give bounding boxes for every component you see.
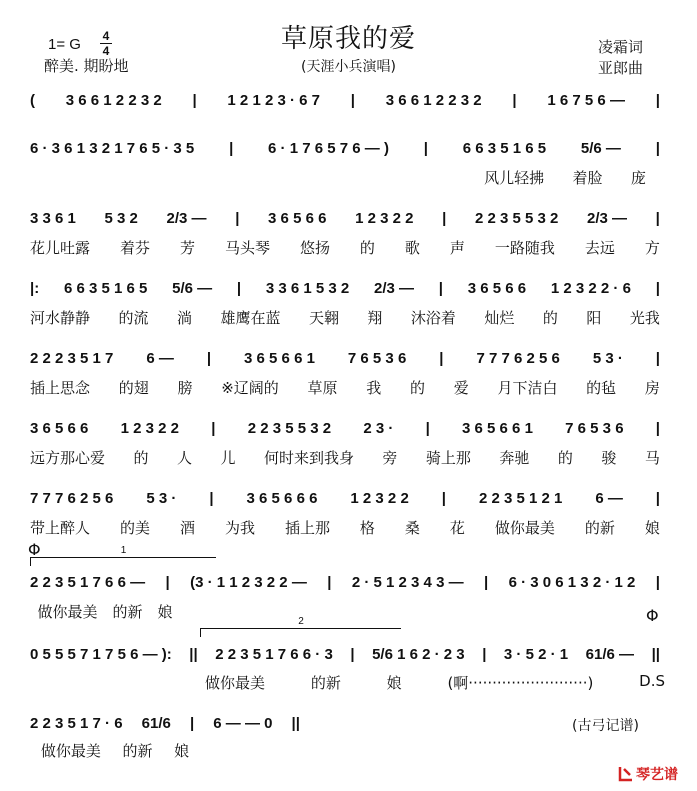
notation-line-7 [30,490,660,507]
note-segment: 6 6 3 5 1 6 5 [462,140,547,157]
lyric-line-8 [30,601,180,622]
barline: | [655,280,660,297]
note-segment: 3 · 5 2 · 1 [503,646,569,663]
lyric-word: 的流 [118,309,149,327]
volta-2-bracket [200,616,401,637]
note-segment: 7 6 5 3 6 [565,420,624,437]
barline: | [229,140,234,157]
lyric-word: 风儿轻拂 [484,169,545,187]
note-segment: 7 7 7 6 2 5 6 [476,350,560,367]
lyric-word: 桑 [404,519,420,537]
lyric-line-10 [30,740,200,761]
lyric-word: 骑上那 [425,449,471,467]
barline: | [655,210,660,227]
composer-credit: 亚郎曲 [598,59,644,77]
lyric-word: 雄鹰在蓝 [220,309,281,327]
barline: | [211,420,216,437]
barline: | [482,646,487,663]
note-segment: 3 6 6 1 2 2 3 2 [65,92,162,109]
final-barline: || [291,715,300,732]
note-segment: 5 3 2 [104,210,138,227]
note-segment: 2 2 3 5 5 3 2 [247,420,332,437]
note-segment: 3 6 5 6 6 1 [244,350,315,367]
volta-1-bracket [30,545,216,566]
barline: | [655,574,660,591]
barline: | [423,140,428,157]
barline: | [165,574,170,591]
note-segment: 1 6 7 5 6 — [547,92,625,109]
note-segment: 2 2 3 5 1 7 6 6 — [30,574,146,591]
lyric-word: 做你最美 [37,603,98,621]
lyric-word: 膀 [177,379,193,397]
note-segment: 3 6 6 1 2 2 3 2 [385,92,482,109]
key-signature: 1= G [48,36,81,53]
transcriber-credit: (古弓记谱) [572,718,639,734]
volta-number: 1 [120,545,127,556]
note-segment: 61/6 — [585,646,635,663]
note-segment: 5 3 · [592,350,623,367]
barline: | [442,210,447,227]
lyric-word: 的 [557,449,573,467]
barline: | [655,490,660,507]
lyric-word: 的翅 [118,379,149,397]
note-segment: 6 · 3 6 1 3 2 1 7 6 5 · 3 5 [30,140,195,157]
note-segment: 6 · 1 7 6 5 7 6 — ) [268,140,389,157]
barline: | [350,92,355,109]
double-barline: || [189,646,198,663]
lyric-word: 何时来到我身 [263,449,354,467]
lyric-word: 做你最美 [494,519,555,537]
lyric-word: 沐浴着 [410,309,456,327]
note-segment: 2 2 2 3 5 1 7 [30,350,114,367]
notation-line-6 [30,420,660,437]
barline: | [441,490,446,507]
note-segment: 7 6 5 3 6 [347,350,407,367]
lyric-word: 带上醉人 [30,519,91,537]
lyric-word: 做你最美 [205,674,266,692]
note-segment: 0 5 5 5 7 1 7 5 6 — ): [30,646,172,663]
coda-sign-right: Φ [646,606,659,625]
notation-line-1 [30,92,660,109]
barline: | [209,490,214,507]
lyric-word: 着芬 [119,239,150,257]
repeat-start: |: [30,280,40,297]
note-segment: 5/6 1 6 2 · 2 3 [372,646,465,663]
lyric-word: 房 [644,379,660,397]
barline: | [206,350,212,367]
note-segment: 6 — [146,350,174,367]
lyric-line-6 [30,447,660,468]
note-segment: 5 3 · [146,490,177,507]
note-segment: 2 2 3 5 5 3 2 [474,210,559,227]
lyric-word: 的毡 [586,379,617,397]
lyric-word: 娘 [386,674,402,692]
note-segment: 6 — — 0 [213,715,273,732]
lyric-word: 庞 [630,169,646,187]
logo-icon [618,765,634,782]
meter-bottom: 4 [102,44,110,58]
lyric-word: 河水静静 [30,309,91,327]
lyric-word: 芳 [179,239,195,257]
note-segment: 1 2 3 2 2 [355,210,414,227]
note-segment: 7 7 7 6 2 5 6 [30,490,114,507]
notation-line-4 [30,280,660,297]
lyricist-credit: 凌霜词 [598,38,644,56]
lyric-word: 歌 [404,239,420,257]
lyric-line-3 [30,237,660,258]
lyric-word: ※辽阔的 [221,379,279,397]
notation-line-10 [30,715,300,732]
lyric-word: 的美 [119,519,150,537]
lyric-word: 声 [449,239,465,257]
lyric-word: 的 [359,239,375,257]
barline: | [655,350,660,367]
lyric-word: 方 [644,239,660,257]
lyric-word: 阳 [586,309,602,327]
note-segment: 2/3 — [374,280,415,297]
lyric-line-4 [30,307,660,328]
lyric-word: 远方那心爱 [30,449,106,467]
lyric-word: 人 [176,449,192,467]
barline: | [655,140,660,157]
barline: | [192,92,197,109]
lyric-word: 我 [366,379,382,397]
lyric-word: 奔驰 [499,449,530,467]
lyric-word: 马 [644,449,660,467]
lyric-word: 的新 [310,674,341,692]
note-segment: 61/6 [141,715,171,732]
lyric-word: 酒 [179,519,195,537]
lyric-word: 的 [542,309,558,327]
lyric-word: 爱 [453,379,469,397]
lyric-word: (啊·························) [447,674,594,692]
barline: | [236,280,242,297]
barline: | [438,280,443,297]
lyric-line-2 [470,167,660,188]
lyric-word: 为我 [224,519,255,537]
lyric-word: 做你最美 [40,742,101,760]
note-segment: 2 3 · [363,420,394,437]
double-barline: || [651,646,660,663]
note-segment: 3 3 6 1 5 3 2 [265,280,350,297]
note-segment: 2 2 3 5 1 7 · 6 [30,715,123,732]
note-segment: 2 · 5 1 2 3 4 3 — [351,574,464,591]
lyric-word: 马头琴 [224,239,270,257]
song-title: 草原我的爱 [280,24,416,54]
barline: | [189,715,195,732]
note-segment: 1 2 1 2 3 · 6 7 [227,92,320,109]
lyric-word: 月下洁白 [497,379,558,397]
barline: | [425,420,430,437]
lyric-word: 旁 [382,449,398,467]
notation-line-9 [30,646,660,663]
note-segment: 3 6 5 6 6 [30,420,89,437]
lyric-word: 一路随我 [494,239,555,257]
lyric-line-9 [205,672,665,693]
note-segment: 5/6 — [172,280,213,297]
lyric-word: 的新 [122,742,153,760]
note-segment: 3 6 5 6 6 [467,280,527,297]
singer-credit: (天涯小兵演唱) [301,59,396,75]
notation-line-8 [30,574,660,591]
volta-number: 2 [298,616,304,627]
note-segment: ( [30,92,35,109]
note-segment: 2/3 — [587,210,628,227]
lyric-word: 着脸 [572,169,603,187]
lyric-word: 娘 [644,519,660,537]
lyric-word: 儿 [220,449,236,467]
note-segment: 1 2 3 2 2 [120,420,180,437]
lyric-word: 娘 [157,603,173,621]
barline: | [655,420,660,437]
note-segment: 1 2 3 2 2 [350,490,409,507]
meter-top: 4 [102,29,110,43]
lyric-word: 悠扬 [299,239,330,257]
lyric-word: 插上那 [284,519,330,537]
note-segment: 3 3 6 1 [30,210,76,227]
lyric-word: 翔 [367,309,383,327]
lyric-word: 淌 [176,309,192,327]
notation-line-2 [30,140,660,157]
notation-line-3 [30,210,660,227]
lyric-word: 花 [449,519,465,537]
lyric-word: 去远 [584,239,615,257]
barline: | [512,92,517,109]
lyric-line-5 [30,377,660,398]
logo-text: 琴艺谱 [636,767,678,783]
note-segment: 3 6 5 6 6 [268,210,327,227]
lyric-word: 灿烂 [484,309,515,327]
note-segment: 2 2 3 5 1 2 1 [478,490,563,507]
lyric-word: 骏 [601,449,617,467]
lyric-word: 草原 [307,379,338,397]
barline: | [235,210,240,227]
lyric-word: 天翱 [308,309,339,327]
barline: | [439,350,444,367]
lyric-word: 的 [133,449,149,467]
barline: | [655,92,660,109]
note-segment: 2/3 — [166,210,207,227]
lyric-word: 娘 [174,742,190,760]
note-segment: 5/6 — [580,140,621,157]
barline: | [327,574,332,591]
lyric-word: 的新 [112,603,143,621]
barline: | [483,574,489,591]
lyric-word: 光我 [629,309,660,327]
notation-line-5 [30,350,660,367]
lyric-word: 花儿吐露 [30,239,91,257]
note-segment: 1 2 3 2 2 · 6 [550,280,631,297]
site-logo[interactable] [618,763,690,785]
lyric-word: 插上思念 [30,379,91,397]
lyric-word: 的新 [584,519,615,537]
barline: | [350,646,355,663]
note-segment: 3 6 5 6 6 6 [246,490,318,507]
lyric-word: 的 [409,379,425,397]
note-segment: 2 2 3 5 1 7 6 6 · 3 [215,646,333,663]
note-segment: (3 · 1 1 2 3 2 2 — [190,574,307,591]
coda-sign: Φ [28,540,41,559]
note-segment: 6 · 3 0 6 1 3 2 · 1 2 [508,574,636,591]
lyric-word: 格 [359,519,375,537]
ds-marking: D.S [639,672,665,690]
lyric-line-7 [30,517,660,538]
mood-marking: 醉美. 期盼地 [44,57,129,75]
note-segment: 6 6 3 5 1 6 5 [63,280,148,297]
note-segment: 3 6 5 6 6 1 [462,420,533,437]
note-segment: 6 — [595,490,623,507]
